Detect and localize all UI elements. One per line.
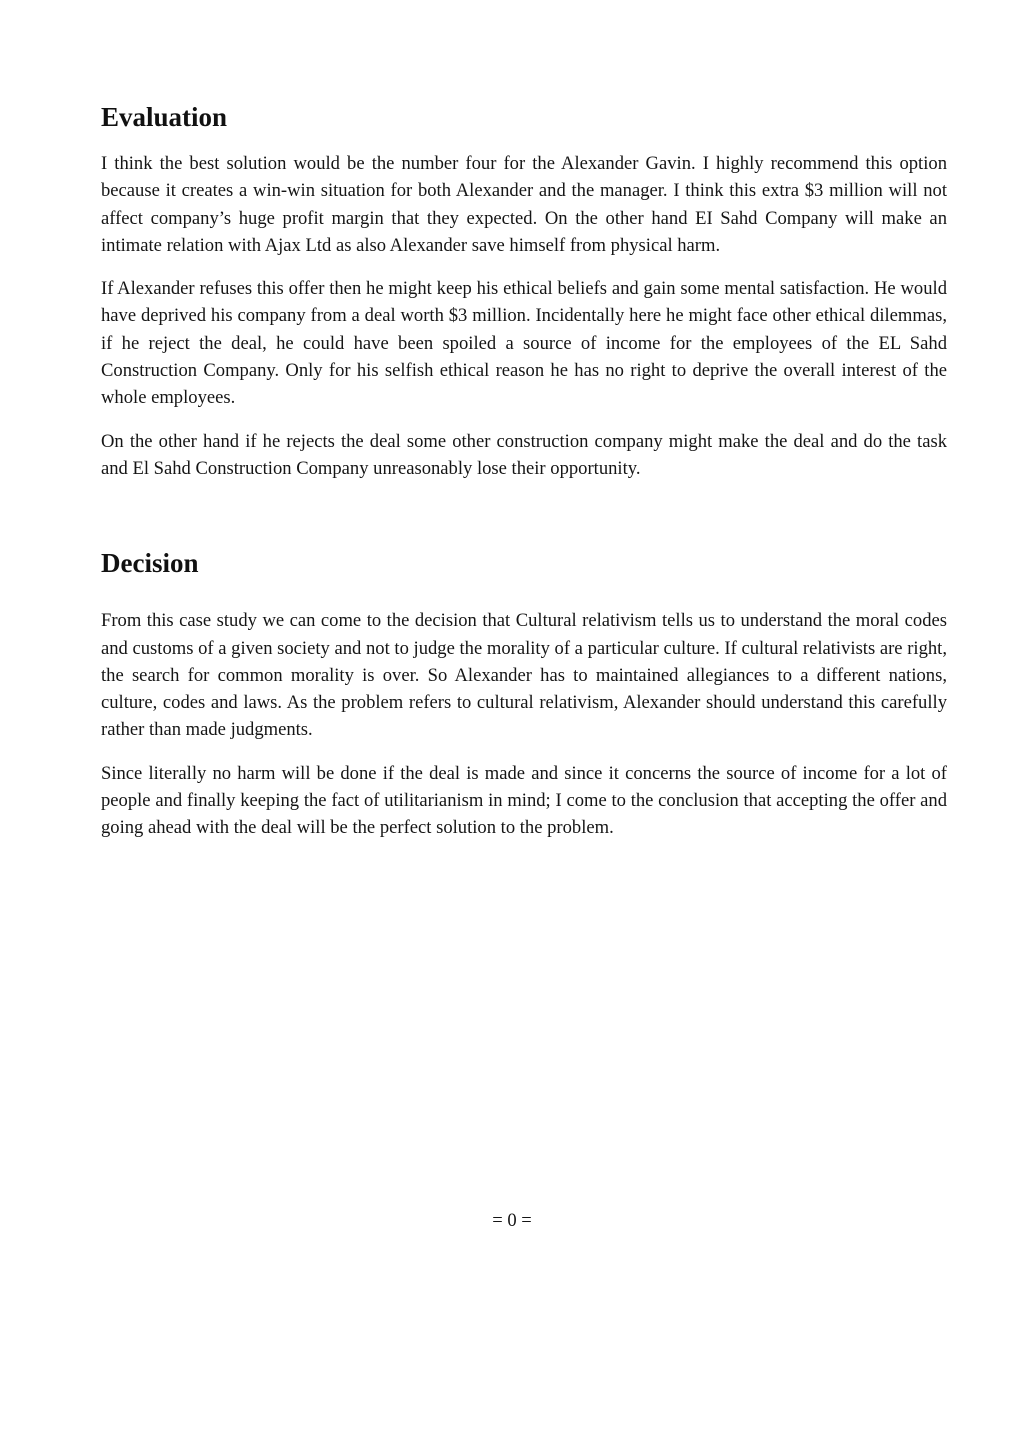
page-content — [101, 98, 947, 842]
end-mark: = 0 = — [492, 1210, 532, 1231]
evaluation-section — [101, 98, 947, 482]
evaluation-paragraph-3: On the other hand if he rejects the deal some other construction company might make the deal and do the task and El Sahd Construction Company unreasonably lose their opportunity. — [101, 430, 947, 479]
decision-paragraph-1: From this case study we can come to the decision that Cultural relativism tells us to understand the moral codes and customs of a given society and not to judge the morality of a particular culture. If cultural relativists are right, the search for common morality is over. So Alexander has to maintained allegiances to a different nations, culture, codes and laws. As the problem refers to cultural relativism, Alexander should understand this carefully rather than made judgments. — [101, 610, 947, 741]
evaluation-paragraph-1: I think the best solution would be the number four for the Alexander Gavin. I highly recommend this option because it creates a win-win situation for both Alexander and the manager. I think this extra $3 million will not affect company’s huge profit margin that they expected. On the other hand EI Sahd Company will make an intimate relation with Ajax Ltd as also Alexander save himself from physical harm. — [101, 153, 947, 256]
evaluation-heading: Evaluation — [101, 102, 228, 132]
decision-section — [101, 544, 947, 841]
evaluation-paragraph-2: If Alexander refuses this offer then he might keep his ethical beliefs and gain some mental satisfaction. He would have deprived his company from a deal worth $3 million. Incidentally here he might face other ethical dilemmas, if he reject the deal, he could have been spoiled a source of income for the employees of the EL Sahd Construction Company. Only for his selfish ethical reason he has no right to deprive the overall interest of the whole employees. — [101, 278, 947, 409]
decision-paragraph-2: Since literally no harm will be done if the deal is made and since it concerns the source of income for a lot of people and finally keeping the fact of utilitarianism in mind; I come to the conclusion that accepting the offer and going ahead with the deal will be the perfect solution to the problem. — [101, 762, 947, 839]
decision-heading: Decision — [101, 548, 199, 579]
